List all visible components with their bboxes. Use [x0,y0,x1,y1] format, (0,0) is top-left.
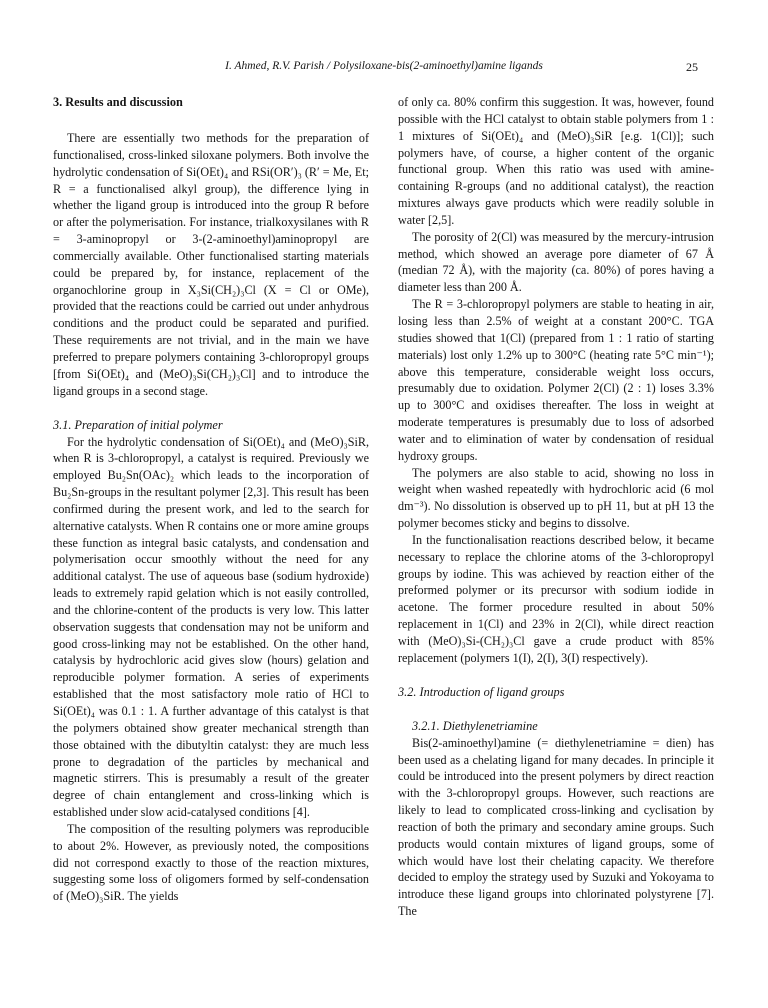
paragraph: For the hydrolytic condensation of Si(OEt)₄ and (MeO)₃SiR, when R is 3-chloropropyl, a catalyst is required. Previously we employed Bu₂Sn(OAc)₂ which leads to the incorporation of Bu₂Sn-groups in the resultant polymer [2,3]. This result has been confirmed during the present work, and led to the search for alternative catalysts. When R contains one or more amine groups these function as integral basic catalysts, and condensation and polymerisation occur smoothly without the need for any additional catalyst. The use of aqueous base (sodium hydroxide) leads to extremely rapid gelation which is not easily controlled, and the chlorine-content of the products is very low. This latter observation suggests that condensation may not be uniform and good cross-linking may not be established. On the other hand, catalysis by hydrochloric acid gives slow (hours) gelation and reproducible polymer formation. A series of experiments established that the most satisfactory mole ratio of HCl to Si(OEt)₄ was 0.1 : 1. A further advantage of this catalyst is that the polymers obtained show greater mechanical strength than those obtained with the dibutyltin catalyst: they are much less prone to degradation of the particles by mechanical and magnetic stirrers. This is presumably a result of the greater degree of chain entanglement and cross-linking which is established under slow acid-catalysed conditions [4]. [53,434,370,820]
section-heading: 3. Results and discussion [53,95,183,109]
right-column [398,94,714,920]
paragraph: The R = 3-chloropropyl polymers are stable to heating in air, losing less than 2.5% of weight at a constant 200°C. TGA studies showed that 1(Cl) (prepared from 1 : 1 ratio of starting materials) lost only 1.2% up to 300°C (heating rate 5°C min⁻¹); above this temperature, considerable weight loss occurs, presumably due to oxidation. Polymer 2(Cl) (2 : 1) loses 3.3% up to 300°C and oxidises thereafter. The loss in weight at moderate temperatures is presumably due to loss of adsorbed water and to elimination of water by condensation of residual hydroxy groups. [398,297,714,463]
paragraph: of only ca. 80% confirm this suggestion. It was, however, found possible with the HCl catalyst to obtain stable polymers from 1 : 1 mixtures of Si(OEt)₄ and (MeO)₃SiR [e.g. 1(Cl)]; such polymers have, of course, a higher content of the organic functional group. When this ratio was used with amine-containing R-groups (and no additional catalyst), the reaction mixtures always gave products which were readily soluble in water [2,5]. [398,95,714,227]
subsection-heading: 3.1. Preparation of initial polymer [53,417,223,432]
left-column [53,94,369,905]
paragraph: The composition of the resulting polymers was reproducible to about 2%. However, as previously noted, the compositions did not correspond exactly to those of the reaction mixtures, suggesting some loss of oligomers formed by self-condensation of (MeO)₃SiR. The yields [53,821,369,904]
paragraph: The polymers are also stable to acid, showing no loss in weight when washed repeatedly with hydrochloric acid (6 mol dm⁻³). No dissolution is observed up to pH 11, but at pH 13 the polymer becomes sticky and begins to dissolve. [398,465,714,531]
paragraph: There are essentially two methods for the preparation of functionalised, cross-linked siloxane polymers. Both involve the hydrolytic condensation of Si(OEt)₄ and RSi(OR′)₃ (R′ = Me, Et; R = a functionalised alkyl group), the difference lying in whether the ligand group is introduced into the group R before or after the polymerisation. For instance, trialkoxysilanes with R = 3-aminopropyl or 3-(2-aminoethyl)aminopropyl are commercially available. Other functionalised starting materials could be prepared by, for instance, replacement of the organochlorine group in X₃Si(CH₂)₃Cl (X = Cl or OMe), provided that the reactions could be carried out under anhydrous conditions and the product could be separated and purified. These requirements are not trivial, and in the main we have preferred to prepare polymers containing 3-chloropropyl groups [from Si(OEt)₄ and (MeO)₃Si(CH₂)₃Cl] and to introduce the ligand groups in a second stage. [53,131,370,398]
subsubsection-heading: 3.2.1. Diethylenetriamine [412,718,538,733]
paragraph: In the functionalisation reactions described below, it became necessary to replace the chlorine atoms of the 3-chloropropyl groups by iodine. This was achieved by reaction either of the preformed polymer or its precursor with sodium iodide in acetone. The former procedure resulted in about 50% replacement in 1(Cl) and 23% in 2(Cl), while direct reaction with (MeO)₃Si-(CH₂)₃Cl gave a crude product with 85% replacement (polymers 1(I), 2(I), 3(I) respectively). [398,532,714,665]
page-header [0,60,768,80]
running-head: I. Ahmed, R.V. Parish / Polysiloxane-bis(2-aminoethyl)amine ligands [225,60,543,72]
subsection-heading: 3.2. Introduction of ligand groups [398,684,565,699]
paragraph: The porosity of 2(Cl) was measured by the mercury-intrusion method, which showed an average pore diameter of 67 Å (median 72 Å), with the majority (ca. 80%) of pores having a diameter less than 200 Å. [398,229,714,295]
paragraph: Bis(2-aminoethyl)amine (= diethylenetriamine = dien) has been used as a chelating ligand for many decades. In principle it could be introduced into the present polymers by direct reaction with the 3-chloropropyl groups. However, such reactions are likely to lead to complicated cross-linking and cyclisation by reaction of both the primary and secondary amine groups. Such products would contain mixtures of ligand groups, some of which would have lost their chelating capacity. We therefore decided to employ the strategy used by Suzuki and Yokoyama to introduce these ligand groups into chlorinated polystyrene [7]. The [398,735,714,919]
page-number: 25 [686,60,698,74]
